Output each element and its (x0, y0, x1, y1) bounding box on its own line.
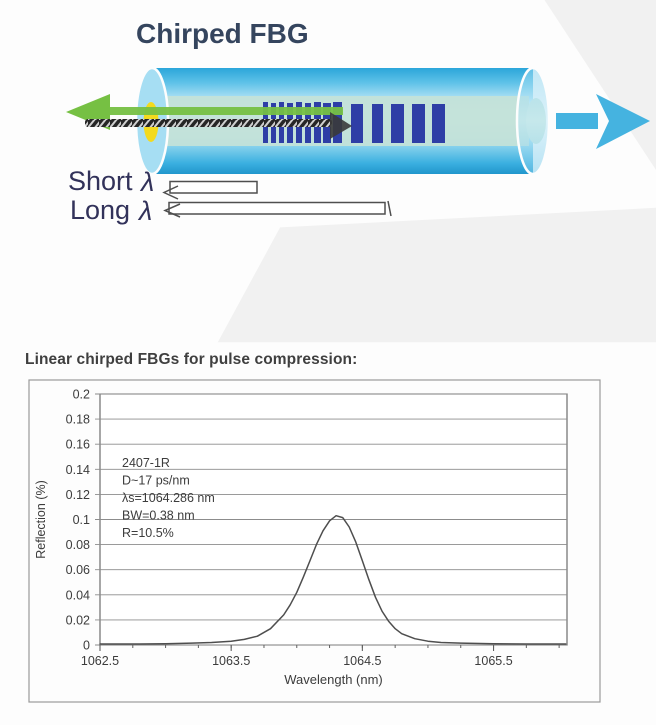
y-tick-label: 0.12 (65, 487, 90, 502)
y-tick-label: 0.08 (65, 538, 90, 553)
y-tick-label: 0.18 (65, 412, 90, 427)
annotation-line: BW=0.38 nm (122, 508, 195, 523)
diagram-title: Chirped FBG (136, 18, 309, 49)
y-tick-label: 0.02 (65, 613, 90, 628)
x-axis-title: Wavelength (nm) (284, 672, 383, 687)
x-tick-label: 1063.5 (212, 654, 251, 668)
long-wavelength-label: Long (70, 195, 131, 225)
short-lambda-symbol: λ (141, 167, 155, 197)
annotation-line: λs=1064.286 nm (122, 491, 215, 505)
y-axis-title: Reflection (%) (34, 480, 48, 559)
annotation-line: D~17 ps/nm (122, 473, 190, 488)
y-tick-label: 0.04 (65, 588, 90, 603)
x-tick-label: 1065.5 (474, 654, 513, 668)
short-wavelength-label: Short (68, 166, 133, 196)
y-tick-label: 0.2 (72, 387, 90, 402)
section-heading: Linear chirped FBGs for pulse compression: (25, 351, 358, 368)
x-tick-label: 1064.5 (343, 654, 382, 668)
y-tick-label: 0.06 (65, 563, 90, 578)
y-tick-label: 0.14 (65, 462, 90, 477)
annotation-line: 2407-1R (122, 456, 170, 470)
long-lambda-symbol: λ (139, 196, 153, 226)
x-tick-label: 1062.5 (80, 654, 120, 668)
y-tick-label: 0 (83, 638, 90, 653)
annotation-line: R=10.5% (122, 526, 174, 540)
y-tick-label: 0.1 (72, 513, 90, 527)
y-tick-label: 0.16 (65, 437, 90, 452)
